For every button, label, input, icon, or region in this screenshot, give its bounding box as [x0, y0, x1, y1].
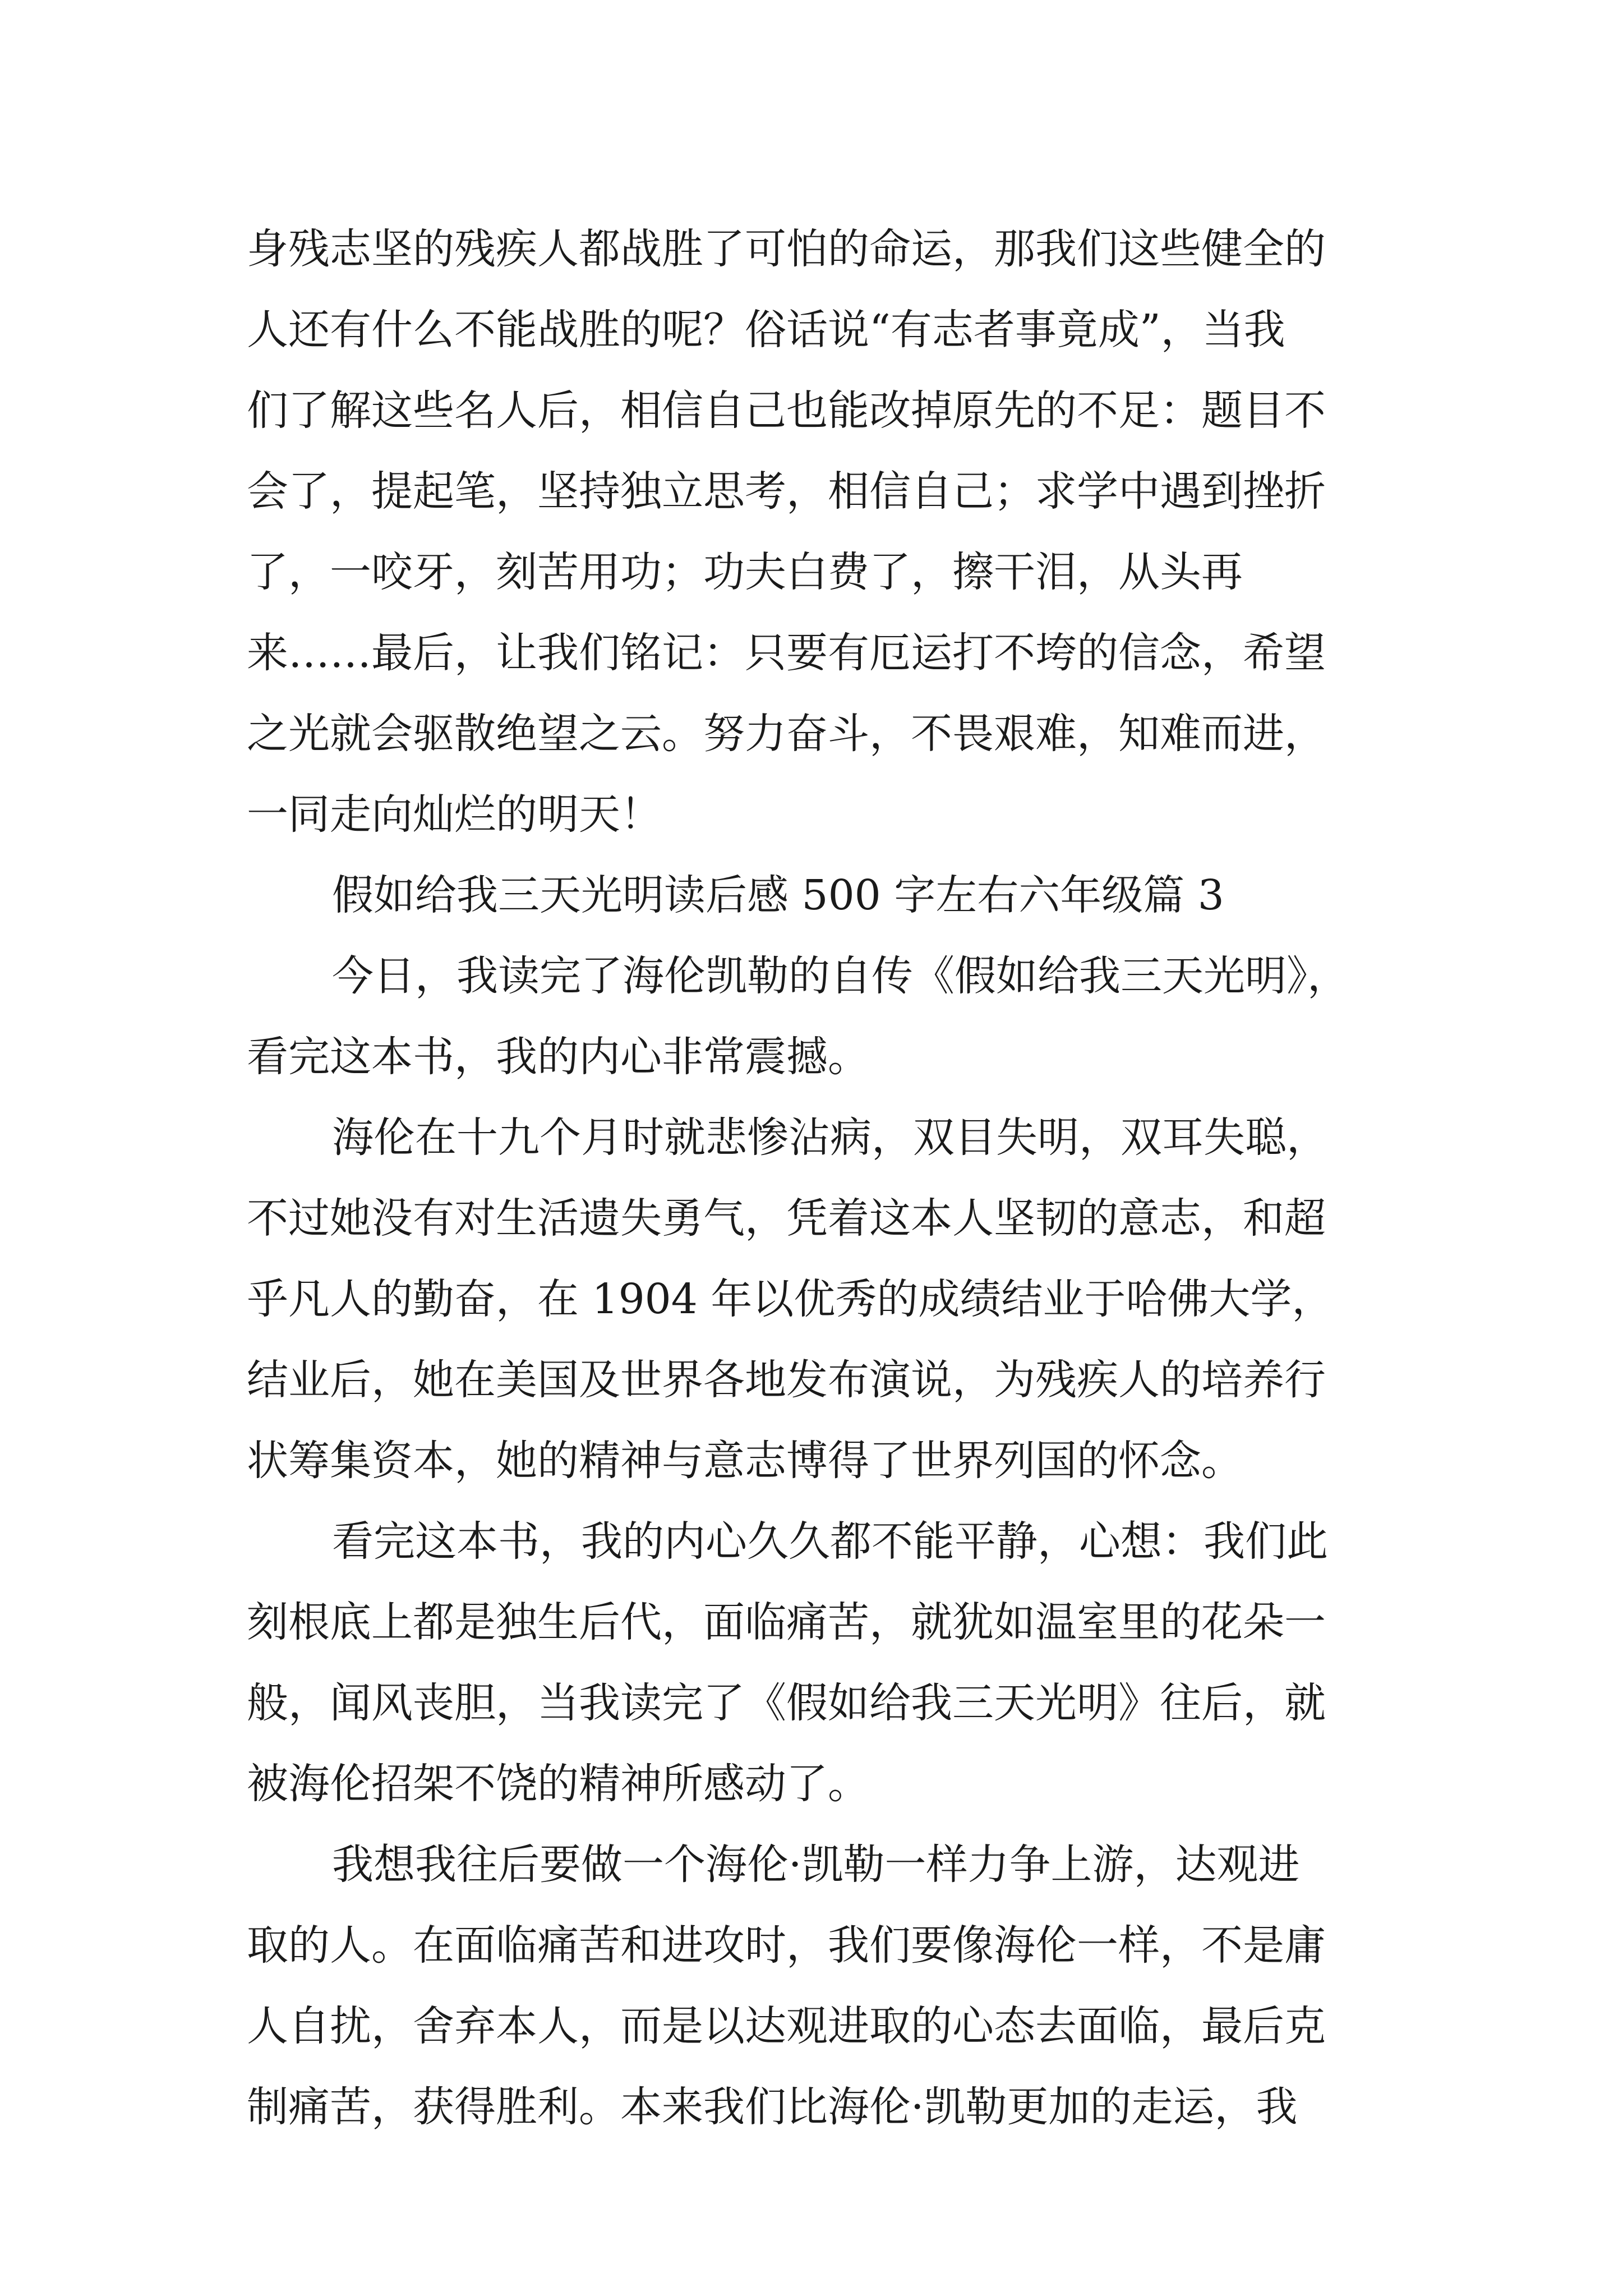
text-line: 制痛苦，获得胜利。本来我们比海伦·凯勒更加的走运，我 [247, 2083, 1298, 2131]
text-line: 来……最后，让我们铭记：只要有厄运打不垮的信念，希望 [247, 629, 1326, 677]
text-line: 般，闻风丧胆，当我读完了《假如给我三天光明》往后，就 [247, 1679, 1326, 1727]
text-line: 海伦在十九个月时就悲惨沾病，双目失明，双耳失聪， [332, 1114, 1328, 1162]
document-body [247, 209, 1380, 2147]
text-line: 今日，我读完了海伦凯勒的自传《假如给我三天光明》， [332, 952, 1349, 1000]
text-line: 看完这本书，我的内心久久都不能平静，心想：我们此 [332, 1517, 1328, 1566]
text-line: 刻根底上都是独生后代，面临痛苦，就犹如温室里的花朵一 [247, 1598, 1326, 1646]
section-heading: 假如给我三天光明读后感 500 字左右六年级篇 3 [332, 871, 1224, 919]
text-line: 被海伦招架不饶的精神所感动了。 [247, 1760, 869, 1808]
text-line: 身残志坚的残疾人都战胜了可怕的命运，那我们这些健全的 [247, 225, 1326, 273]
text-line: 结业后，她在美国及世界各地发布演说，为残疾人的培养行 [247, 1356, 1326, 1404]
text-line: 不过她没有对生活遗失勇气，凭着这本人坚韧的意志，和超 [247, 1194, 1326, 1243]
text-line: 看完这本书，我的内心非常震撼。 [247, 1033, 869, 1081]
text-line: 乎凡人的勤奋，在 1904 年以优秀的成绩结业于哈佛大学， [247, 1275, 1334, 1323]
text-line: 人自扰，舍弃本人，而是以达观进取的心态去面临，最后克 [247, 2002, 1326, 2050]
text-line: 取的人。在面临痛苦和进攻时，我们要像海伦一样，不是庸 [247, 1921, 1326, 1970]
text-line: 们了解这些名人后，相信自己也能改掉原先的不足：题目不 [247, 386, 1326, 435]
text-line: 了，一咬牙，刻苦用功；功夫白费了，擦干泪，从头再 [247, 548, 1243, 596]
text-line: 会了，提起笔，坚持独立思考，相信自己；求学中遇到挫折 [247, 467, 1326, 516]
text-line: 人还有什么不能战胜的呢？俗话说“有志者事竟成”，当我 [247, 306, 1285, 354]
text-line: 我想我往后要做一个海伦·凯勒一样力争上游，达观进 [332, 1841, 1300, 1889]
text-line: 之光就会驱散绝望之云。努力奋斗，不畏艰难，知难而进， [247, 710, 1326, 758]
text-line: 一同走向灿烂的明天！ [247, 790, 662, 839]
text-line: 状筹集资本，她的精神与意志博得了世界列国的怀念。 [247, 1437, 1243, 1485]
